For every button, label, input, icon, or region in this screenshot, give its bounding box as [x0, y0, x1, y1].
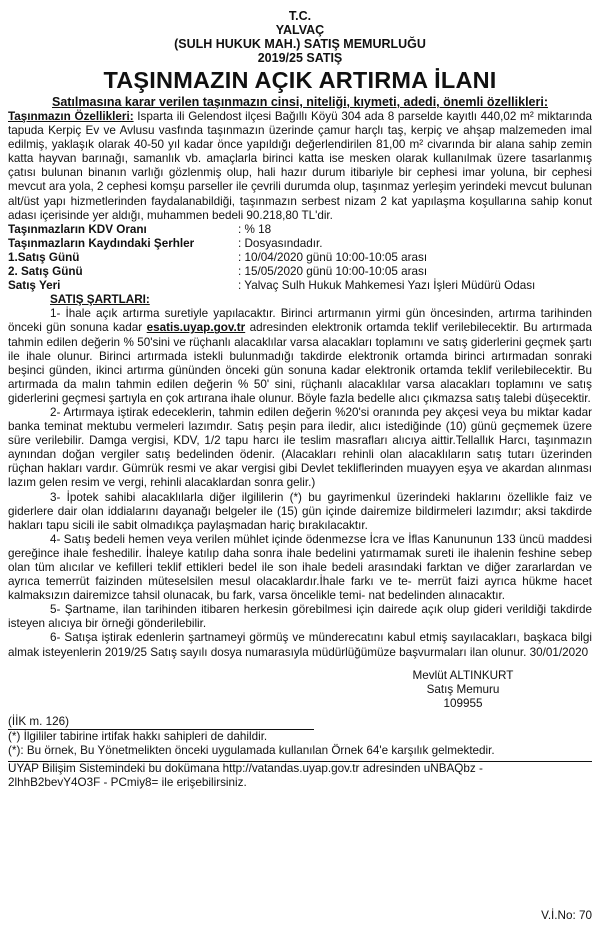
detail-row-sale-day-1: [8, 251, 592, 265]
condition-4: 4- Satış bedeli hemen veya verilen mühlet içinde ödenmezse İcra ve İflas Kanununun 133 üncü maddesi gereğince ihale feshedilir. İhaleye katılıp daha sonra ihale bedelini yatırmamak sureti ile ihalenin feshine sebep olan tüm alıcılar ve kefilleri teklif ettikleri bedel ile son ihale bedeli arasındaki farktan ve diğer zararlardan ve ayrıca temerrüt faizinden müteselsilen mesul olacaklardır.İhale farkı ve te- merrüt faizi ayrıca hükme hacet kalmaksızın dairemizce tahsil olunacak, bu fark, varsa öncelikle temi- nat bedelinden alınacaktır.: [8, 532, 592, 603]
detail-key: Taşınmazların Kaydındaki Şerhler: [8, 236, 195, 250]
detail-value: : 10/04/2020 günü 10:00-10:05 arası: [238, 250, 428, 264]
header-office: (SULH HUKUK MAH.) SATIŞ MEMURLUĞU: [174, 37, 426, 51]
detail-key: 2. Satış Günü: [8, 265, 83, 279]
announcement-number: V.İ.No: 70: [541, 909, 592, 922]
detail-row-serhler: [8, 237, 592, 251]
detail-key: Satış Yeri: [8, 279, 61, 293]
condition-1-text-b: adresinden elektronik ortamda teklif verilebilecektir. Bu artırmada tahmin edilen değerin % 50'sini ve rüçhanlı alacaklılar varsa alacakları toplamını ve satış giderlerini geçmek şartı ile ihale olunur. Birinci artırmada istekli bulunmadığı takdirde elektronik ortamda birinci artırmadan sonraki beşinci günden, ikinci artırma gününden önceki gün sonuna kadar elektronik ortamda teklif verilebilecektir. Bu artırmada da malın tahmin edilen değerin % 50' sini, rüçhanlı alacaklılar varsa alacakları toplamını ve satış giderlerini geçmesi şartıyla en çok artırana ihale olunur. Böyle fazla bedelle alıcı çıkmazsa satış talebi düşecektir.: [8, 321, 593, 405]
signature-block: [8, 669, 592, 711]
signer-title: Satış Memuru: [426, 682, 500, 696]
condition-2: 2- Artırmaya iştirak edeceklerin, tahmin edilen değerin %20'si oranında pey akçesi veya bu miktar kadar banka teminat mektubu vermeleri lazımdır. Satış peşin para iledir, alıcı istediğinde (10) günü geçmemek üzere süre verilebilir. Damga vergisi, KDV, 1/2 tapu harcı ile teslim masrafları alıcıya aittir.Tellallık Harcı, taşınmazın aynından doğan vergiler satış bedelinden ödenir. (Alacakları rehinli olan alacaklıların satış tutarı üzerinden rüçhan hakları vardır. Gümrük resmi ve akar vergisi gibi Devlet tekliflerinden muayyen eşya ve akardan alınması lazım gelen resim ve vergi, rehinli alacaklardan sonra gelir.): [8, 405, 592, 490]
page-title: TAŞINMAZIN AÇIK ARTIRMA İLANI: [103, 67, 497, 93]
detail-row-sale-place: [8, 279, 592, 293]
footer: [8, 715, 592, 790]
uyap-access-note: UYAP Bilişim Sistemindeki bu dokümana http://vatandas.uyap.gov.tr adresinden uNBAQbz - 2lhhB2bevY4O3F - PCmiy8= ile erişebilirsiniz.: [8, 762, 483, 790]
header-town: YALVAÇ: [275, 23, 325, 37]
detail-value: : Dosyasındadır.: [238, 236, 323, 250]
footnote-2: (*): Bu örnek, Bu Yönetmelikten önceki uygulamada kullanılan Örnek 64'e karşılık gelmektedir.: [8, 744, 495, 758]
header-file-no: 2019/25 SATIŞ: [257, 51, 343, 65]
details-list: [8, 223, 592, 293]
detail-row-kdv: [8, 223, 592, 237]
detail-row-sale-day-2: [8, 265, 592, 279]
detail-value: : 15/05/2020 günü 10:00-10:05 arası: [238, 265, 428, 279]
condition-1-text-a: 1- İhale açık artırma suretiyle yapılacaktır. Birinci artırmanın yirmi gün öncesinden, artırma tarihinden önceki gün sonuna kadar: [8, 307, 592, 335]
detail-value: : % 18: [238, 222, 272, 236]
section-subtitle: Satılmasına karar verilen taşınmazın cinsi, niteliği, kıymeti, adedi, önemli özellikleri:: [51, 95, 548, 109]
condition-5: 5- Şartname, ilan tarihinden itibaren herkesin görebilmesi için dairede açık olup gideri verildiği takdirde isteyen alıcıya bir örneği gönderilebilir.: [8, 603, 592, 631]
signer-number: 109955: [443, 696, 483, 710]
detail-value: : Yalvaç Sulh Hukuk Mahkemesi Yazı İşleri Müdürü Odası: [238, 279, 536, 293]
esatis-link[interactable]: esatis.uyap.gov.tr: [146, 321, 246, 335]
condition-3: 3- İpotek sahibi alacaklılarla diğer ilgililerin (*) bu gayrimenkul üzerindeki haklarını özellikle faiz ve giderlere dair olan iddialarını dayanağı belgeler ile (15) gün içinde dairemize bildirmeleri lazımdır; aksi takdirde hakları tapu sicili ile sabit olmadıkça paylaşmadan hariç bırakılacaktır.: [8, 490, 592, 532]
conditions-heading: SATIŞ ŞARTLARI:: [50, 293, 150, 307]
property-description: [8, 110, 592, 223]
detail-key: Taşınmazların KDV Oranı: [8, 222, 147, 236]
condition-1: [8, 307, 592, 406]
detail-key: 1.Satış Günü: [8, 250, 80, 264]
signer-name: Mevlüt ALTINKURT: [412, 668, 514, 682]
property-text: Isparta ili Gelendost ilçesi Bağıllı Köyü 304 ada 8 parselde kayıtlı 440,02 m² miktarında tapuda Kerpiç Ev ve Avlusu vasfında taşınmazın üzerinde çamur harçlı taş, kerpiç ve ahşap malzemeden imal edilmiş, yaklaşık olarak 40-50 yıl kadar önce yapıldığı değerlendirilen 81,00 m² civarında bir alana sahip zemin katta hayvan barınağı, samanlık vb. amaçlarla birinci katta ise mesken olarak kullanılmak üzere tasarlanmış çatısı bulunan binanın varlığı gözlenmiş olup, hali hazır durum itibariyle bir cephesi imar yoluna, bir cephesi mevcut ara yola, 2 cephesi komşu parseller ile çevrili durumda olup, taşınmaz yerleşim yerindeki mevcut bulunan alt/üst yapı hizmetlerinden faydalanabildiği, taşınmazın serbest nizam 2 kat yapılaşma koşullarına sahip konut adası içerisinde yer aldığı, muhammen bedeli 90.218,80 TL'dir.: [8, 110, 593, 222]
condition-6: 6- Satışa iştirak edenlerin şartnameyi görmüş ve münderecatını kabul etmiş sayılacakları, başkaca bilgi almak isteyenlerin 2019/25 Satış sayılı dosya numarasıyla müdürlüğümüze başvurmaları ilan olunur. 30/01/2020: [8, 631, 592, 659]
header-tc: T.C.: [288, 9, 312, 23]
footnote-1: (*) İlgililer tabirine irtifak hakkı sahipleri de dahildir.: [8, 730, 268, 744]
property-label: Taşınmazın Özellikleri:: [8, 110, 134, 123]
law-reference: (İİK m. 126): [8, 714, 70, 728]
